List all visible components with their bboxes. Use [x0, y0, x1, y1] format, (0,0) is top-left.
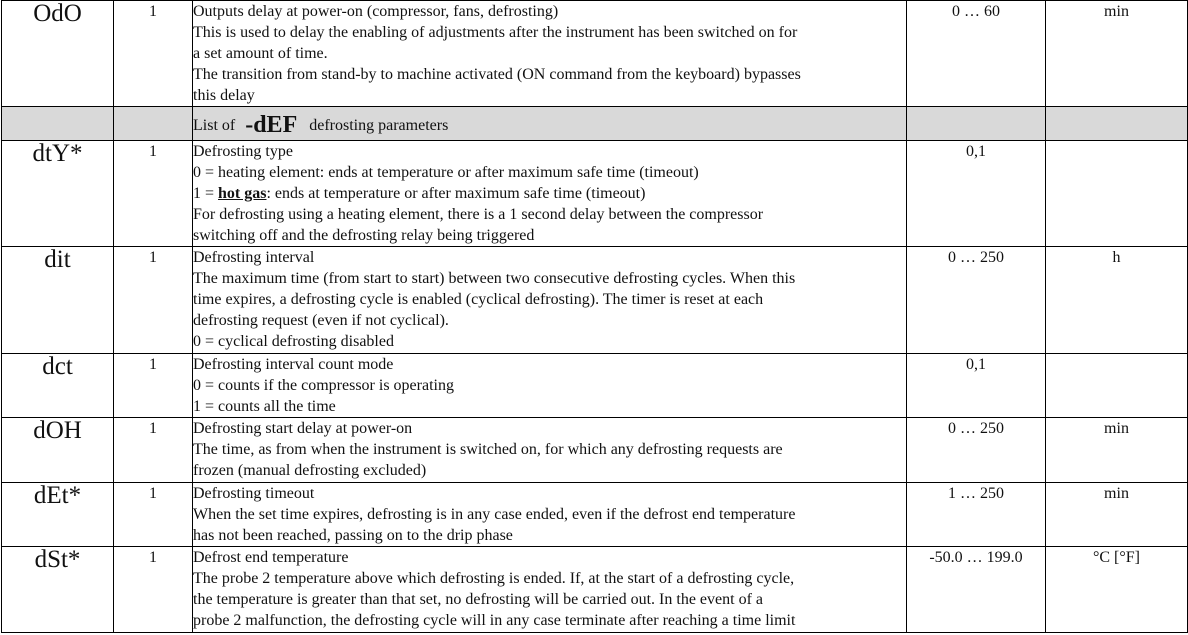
- param-range: 0,1: [907, 354, 1046, 418]
- table-row: [2, 141, 1188, 247]
- table-row: [2, 354, 1188, 418]
- table-row: [2, 483, 1188, 547]
- section-prefix: List of: [193, 117, 236, 134]
- param-name: OdO: [2, 1, 114, 107]
- desc-line: The maximum time (from start to start) between two consecutive defrosting cycles. When this: [193, 270, 796, 287]
- desc-line: The transition from stand-by to machine activated (ON command from the keyboard) bypasses: [193, 66, 801, 83]
- table-row: [2, 247, 1188, 354]
- section-code: -dEF: [245, 112, 298, 138]
- desc-line: Defrosting interval count mode: [193, 356, 394, 373]
- param-range: 1 … 250: [907, 483, 1046, 547]
- parameter-table: [1, 0, 1188, 633]
- desc-line: frozen (manual defrosting excluded): [193, 462, 427, 479]
- param-range: 0 … 60: [907, 1, 1046, 107]
- desc-line: a set amount of time.: [193, 45, 328, 62]
- table-row: [2, 1, 1188, 107]
- desc-line: Defrosting interval: [193, 249, 315, 266]
- param-unit: min: [1046, 483, 1188, 547]
- param-range: 0 … 250: [907, 247, 1046, 354]
- desc-line: Defrosting start delay at power-on: [193, 420, 413, 437]
- param-level: 1: [114, 141, 193, 247]
- param-unit: °C [°F]: [1046, 547, 1188, 633]
- desc-line: 1 = counts all the time: [193, 398, 336, 415]
- section-title: [193, 107, 907, 141]
- desc-line: 0 = counts if the compressor is operating: [193, 377, 454, 394]
- desc-line: defrosting request (even if not cyclical).: [193, 312, 449, 329]
- desc-line: has not been reached, passing on to the drip phase: [193, 527, 513, 544]
- param-unit: h: [1046, 247, 1188, 354]
- desc-line: switching off and the defrosting relay being triggered: [193, 227, 535, 244]
- param-name: dEt*: [2, 483, 114, 547]
- param-unit: [1046, 354, 1188, 418]
- desc-line: Defrosting timeout: [193, 485, 315, 502]
- param-description: [193, 354, 907, 418]
- param-unit: min: [1046, 418, 1188, 483]
- desc-line: the temperature is greater than that set, no defrosting will be carried out. In the event of a: [193, 591, 764, 608]
- desc-line: [193, 183, 906, 204]
- param-description: [193, 483, 907, 547]
- param-level: 1: [114, 354, 193, 418]
- desc-line: When the set time expires, defrosting is in any case ended, even if the defrost end temperature: [193, 506, 796, 523]
- param-description: [193, 418, 907, 483]
- param-level: 1: [114, 247, 193, 354]
- param-description: [193, 247, 907, 354]
- param-description: [193, 547, 907, 633]
- section-cell-empty: [2, 107, 114, 141]
- param-name: dOH: [2, 418, 114, 483]
- desc-line: This is used to delay the enabling of adjustments after the instrument has been switched on for: [193, 24, 798, 41]
- param-description: [193, 1, 907, 107]
- desc-line: Outputs delay at power-on (compressor, fans, defrosting): [193, 3, 559, 20]
- desc-line: this delay: [193, 87, 255, 104]
- table-row: [2, 547, 1188, 633]
- param-name: dtY*: [2, 141, 114, 247]
- param-level: 1: [114, 418, 193, 483]
- desc-line: 0 = heating element: ends at temperature or after maximum safe time (timeout): [193, 164, 699, 181]
- param-range: -50.0 … 199.0: [907, 547, 1046, 633]
- param-range: 0,1: [907, 141, 1046, 247]
- desc-line: probe 2 malfunction, the defrosting cycle will in any case terminate after reaching a time limit: [193, 612, 796, 629]
- desc-line: Defrosting type: [193, 143, 293, 160]
- desc-suffix: : ends at temperature or after maximum safe time (timeout): [266, 185, 646, 202]
- desc-line: 0 = cyclical defrosting disabled: [193, 333, 394, 350]
- desc-line: Defrost end temperature: [193, 549, 349, 566]
- param-range: 0 … 250: [907, 418, 1046, 483]
- param-level: 1: [114, 483, 193, 547]
- section-cell-empty: [114, 107, 193, 141]
- hot-gas-emphasis: hot gas: [218, 185, 267, 202]
- param-description: [193, 141, 907, 247]
- param-name: dit: [2, 247, 114, 354]
- param-unit: min: [1046, 1, 1188, 107]
- desc-line: The time, as from when the instrument is switched on, for which any defrosting requests are: [193, 441, 783, 458]
- section-suffix: defrosting parameters: [309, 117, 449, 134]
- section-cell-empty: [1046, 107, 1188, 141]
- desc-prefix: 1 =: [193, 185, 219, 202]
- desc-line: time expires, a defrosting cycle is enabled (cyclical defrosting). The timer is reset at each: [193, 291, 764, 308]
- param-level: 1: [114, 1, 193, 107]
- param-unit: [1046, 141, 1188, 247]
- param-name: dct: [2, 354, 114, 418]
- table-row: [2, 418, 1188, 483]
- desc-line: The probe 2 temperature above which defrosting is ended. If, at the start of a defrosting cycle,: [193, 570, 795, 587]
- section-header-row: [2, 107, 1188, 141]
- param-level: 1: [114, 547, 193, 633]
- section-cell-empty: [907, 107, 1046, 141]
- desc-line: For defrosting using a heating element, there is a 1 second delay between the compressor: [193, 206, 764, 223]
- param-name: dSt*: [2, 547, 114, 633]
